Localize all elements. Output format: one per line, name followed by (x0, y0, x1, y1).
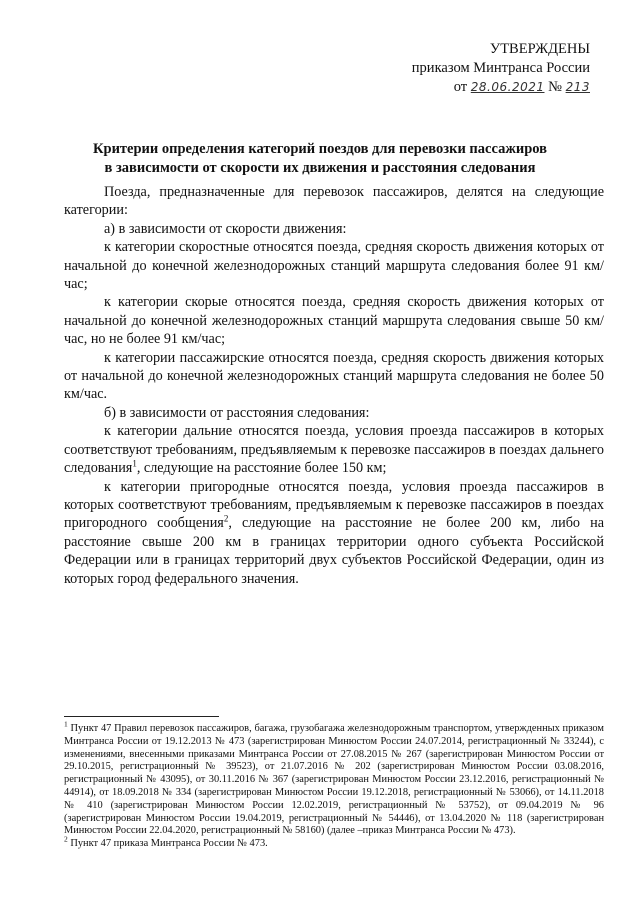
footnote-1-mark: 1 (64, 719, 68, 729)
footnote-2-text: Пункт 47 приказа Минтранса России № 473. (67, 838, 268, 850)
b2-text-1: к категории пригородные относятся поезда, условия проезда пассажиров в которых соответствуют требованиям, предъявляемым к перевозке пассажиров в поездах пригородного сообщения (64, 478, 604, 532)
b2-text-2: , следующие на расстояние не более 200 км, либо на расстояние свыше 200 км в границах территории одного субъекта Российской Федерации или в границах территорий двух субъектов Российской Федерации, один из которых город федерального значения. (64, 515, 604, 587)
approval-order: приказом Минтранса России (411, 60, 590, 76)
paragraph-intro: Поезда, предназначенные для перевозок пассажиров, делятся на следующие категории: (64, 184, 604, 219)
paragraph-a2: к категории скорые относятся поезда, средняя скорость движения которых от начальной до конечной железнодорожных станций маршрута следования свыше 50 км/час, но не более 91 км/час; (64, 294, 604, 348)
footnotes (64, 719, 604, 851)
approval-number-handwritten: 213 (565, 80, 590, 94)
title-line-2: в зависимости от скорости их движения и расстояния следования (104, 160, 536, 176)
footnote-1-text: Пункт 47 Правил перевозок пассажиров, багажа, грузобагажа железнодорожным транспортом, утвержденных приказом Минтранса России от 19.12.2013 № 473 (зарегистрирован Минюстом России 24.07.2014, регистрационный № 33244), с изменениями, внесенными приказами Минтранса России от 27.08.2015 № 267 (зарегистрирован Минюстом России от 29.10.2015, регистрационный № 39523), от 21.07.2016 № 202 (зарегистрирован Минюстом России 03.08.2016, регистрационный № 43095), от 30.11.2016 № 367 (зарегистрирован Минюстом России 23.12.2016, регистрационный № 44914), от 18.09.2018 № 334 (зарегистрирован Минюстом России 19.12.2018, регистрационный № 53066), от 14.11.2018 № 410 (зарегистрирован Минюстом России 12.02.2019, регистрационный № 53752), от 09.04.2019 № 96 (зарегистрирован Минюстом России 19.04.2019, регистрационный № 54446), от 13.04.2020 № 118 (зарегистрирован Минюстом России 22.04.2020, регистрационный № 58160) (далее –приказ Минтранса России № 473). (64, 723, 604, 837)
footnote-2 (64, 834, 604, 851)
b1-text-2: , следующие на расстояние более 150 км; (136, 460, 387, 477)
approval-title: УТВЕРЖДЕНЫ (489, 41, 590, 57)
paragraph-a1: к категории скоростные относятся поезда, средняя скорость движения которых от начальной до конечной железнодорожных станций маршрута следования более 91 км/час; (64, 239, 604, 293)
paragraph-a3: к категории пассажирские относятся поезда, средняя скорость движения которых от начальной до конечной железнодорожных станций маршрута следования не более 50 км/час. (64, 349, 604, 403)
title-line-1: Критерии определения категорий поездов для перевозки пассажиров (93, 141, 547, 157)
paragraph-section-b: б) в зависимости от расстояния следования: (104, 404, 370, 421)
approval-date-handwritten: 28.06.2021 (470, 80, 545, 94)
b1-text-1: к категории дальние относятся поезда, условия проезда пассажиров в которых соответствуют требованиям, предъявляемым к перевозке пассажиров в поездах дальнего следования (64, 423, 604, 477)
footnote-1 (64, 719, 604, 838)
footnote-ref-1: 1 (132, 458, 137, 469)
footnote-divider (64, 716, 219, 717)
paragraph-b2 (64, 478, 604, 588)
paragraph-section-a: а) в зависимости от скорости движения: (104, 220, 347, 237)
document-title (40, 140, 600, 178)
approval-from-label: от (453, 79, 468, 95)
approval-number-label: № (548, 79, 562, 95)
paragraph-b1 (64, 422, 604, 477)
footnote-ref-2: 2 (223, 513, 229, 524)
approval-date-line (390, 78, 590, 97)
approval-stamp (390, 40, 590, 97)
footnote-2-mark: 2 (64, 834, 68, 844)
document-body (64, 183, 604, 588)
